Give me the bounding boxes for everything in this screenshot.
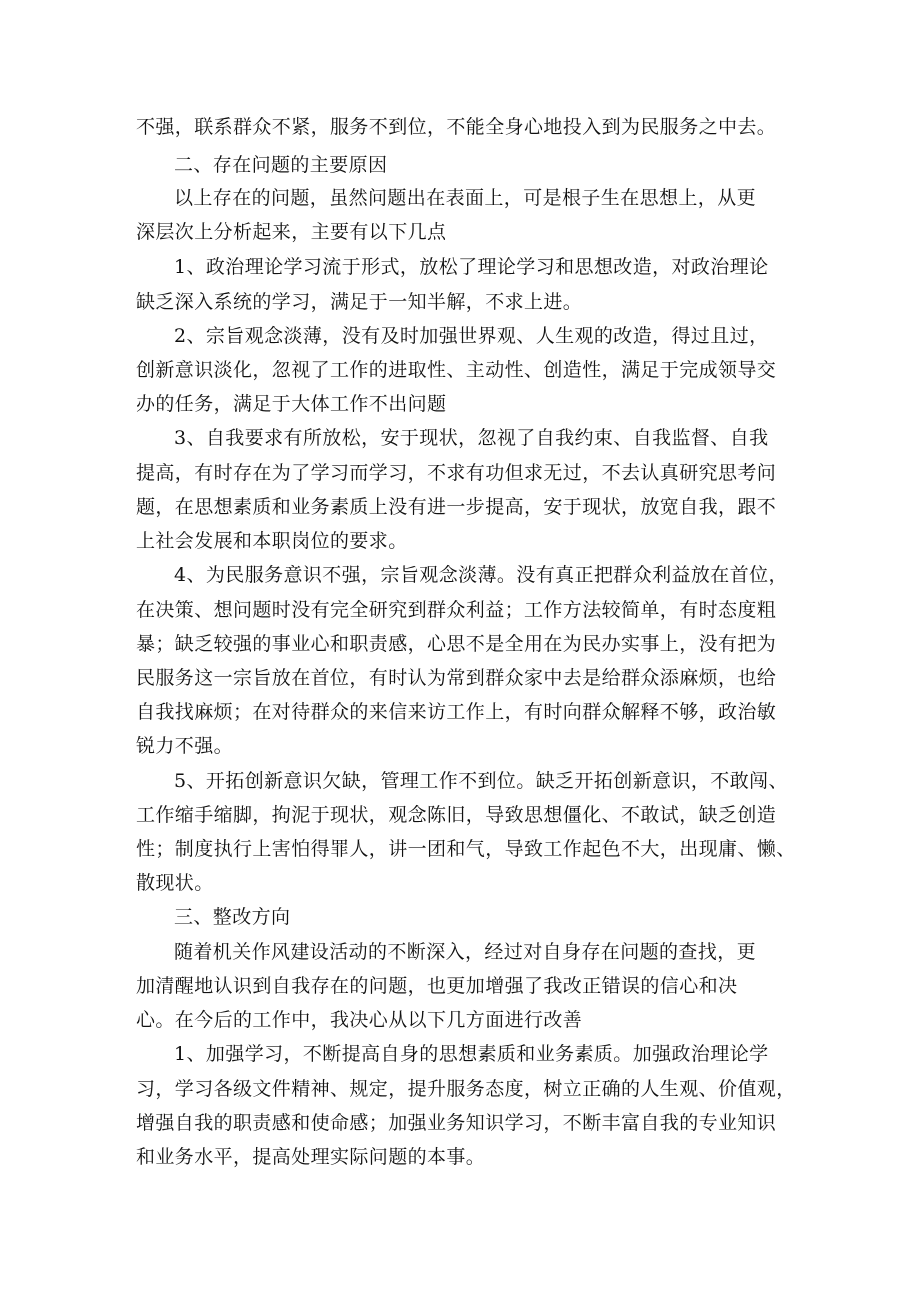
text-line: 深层次上分析起来，主要有以下几点 xyxy=(136,221,447,243)
text-line: 2、宗旨观念淡薄，没有及时加强世界观、人生观的改造，得过且过， xyxy=(174,325,769,347)
text-line: 3、自我要求有所放松，安于现状，忽视了自我约束、自我监督、自我 xyxy=(174,427,769,449)
section-heading: 三、整改方向 xyxy=(174,906,291,928)
text-line: 随着机关作风建设活动的不断深入，经过对自身存在问题的查找，更 xyxy=(174,941,757,963)
text-line: 不强，联系群众不紧，服务不到位，不能全身心地投入到为民服务之中去。 xyxy=(136,116,777,138)
text-line: 在决策、想问题时没有完全研究到群众利益；工作方法较简单，有时态度粗 xyxy=(136,599,777,621)
text-line: 民服务这一宗旨放在首位，有时认为常到群众家中去是给群众添麻烦，也给 xyxy=(136,667,777,689)
text-line: 锐力不强。 xyxy=(136,735,234,757)
text-line: 上社会发展和本职岗位的要求。 xyxy=(136,530,408,552)
text-line: 工作缩手缩脚，拘泥于现状，观念陈旧，导致思想僵化、不敢试，缺乏创造 xyxy=(136,804,777,826)
text-line: 提高，有时存在为了学习而学习，不求有功但求无过，不去认真研究思考问 xyxy=(136,462,777,484)
text-line: 散现状。 xyxy=(136,872,214,894)
text-line: 暴；缺乏较强的事业心和职责感，心思不是全用在为民办实事上，没有把为 xyxy=(136,633,777,655)
text-line: 增强自我的职责感和使命感；加强业务知识学习，不断丰富自我的专业知识 xyxy=(136,1112,777,1134)
text-line: 和业务水平，提高处理实际问题的本事。 xyxy=(136,1146,486,1168)
text-line: 以上存在的问题，虽然问题出在表面上，可是根子生在思想上，从更 xyxy=(174,187,757,209)
text-line: 办的任务，满足于大体工作不出问题 xyxy=(136,393,447,415)
text-line: 加清醒地认识到自我存在的问题，也更加增强了我改正错误的信心和决 xyxy=(136,975,738,997)
text-line: 1、政治理论学习流于形式，放松了理论学习和思想改造，对政治理论 xyxy=(174,256,769,278)
text-line: 5、开拓创新意识欠缺，管理工作不到位。缺乏开拓创新意识，不敢闯、 xyxy=(174,770,788,792)
text-line: 4、为民服务意识不强，宗旨观念淡薄。没有真正把群众利益放在首位， xyxy=(174,564,788,586)
text-line: 自我找麻烦；在对待群众的来信来访工作上，有时向群众解释不够，政治敏 xyxy=(136,701,777,723)
text-line: 创新意识淡化，忽视了工作的进取性、主动性、创造性，满足于完成领导交 xyxy=(136,359,777,381)
text-line: 性；制度执行上害怕得罪人，讲一团和气，导致工作起色不大，出现庸、懒、 xyxy=(136,838,796,860)
text-line: 缺乏深入系统的学习，满足于一知半解，不求上进。 xyxy=(136,291,583,313)
text-line: 1、加强学习，不断提高自身的思想素质和业务素质。加强政治理论学 xyxy=(174,1043,769,1065)
text-line: 习，学习各级文件精神、规定，提升服务态度，树立正确的人生观、价值观， xyxy=(136,1078,796,1100)
section-heading: 二、存在问题的主要原因 xyxy=(174,154,388,176)
text-line: 心。在今后的工作中，我决心从以下几方面进行改善 xyxy=(136,1009,583,1031)
text-line: 题，在思想素质和业务素质上没有进一步提高，安于现状，放宽自我，跟不 xyxy=(136,496,777,518)
